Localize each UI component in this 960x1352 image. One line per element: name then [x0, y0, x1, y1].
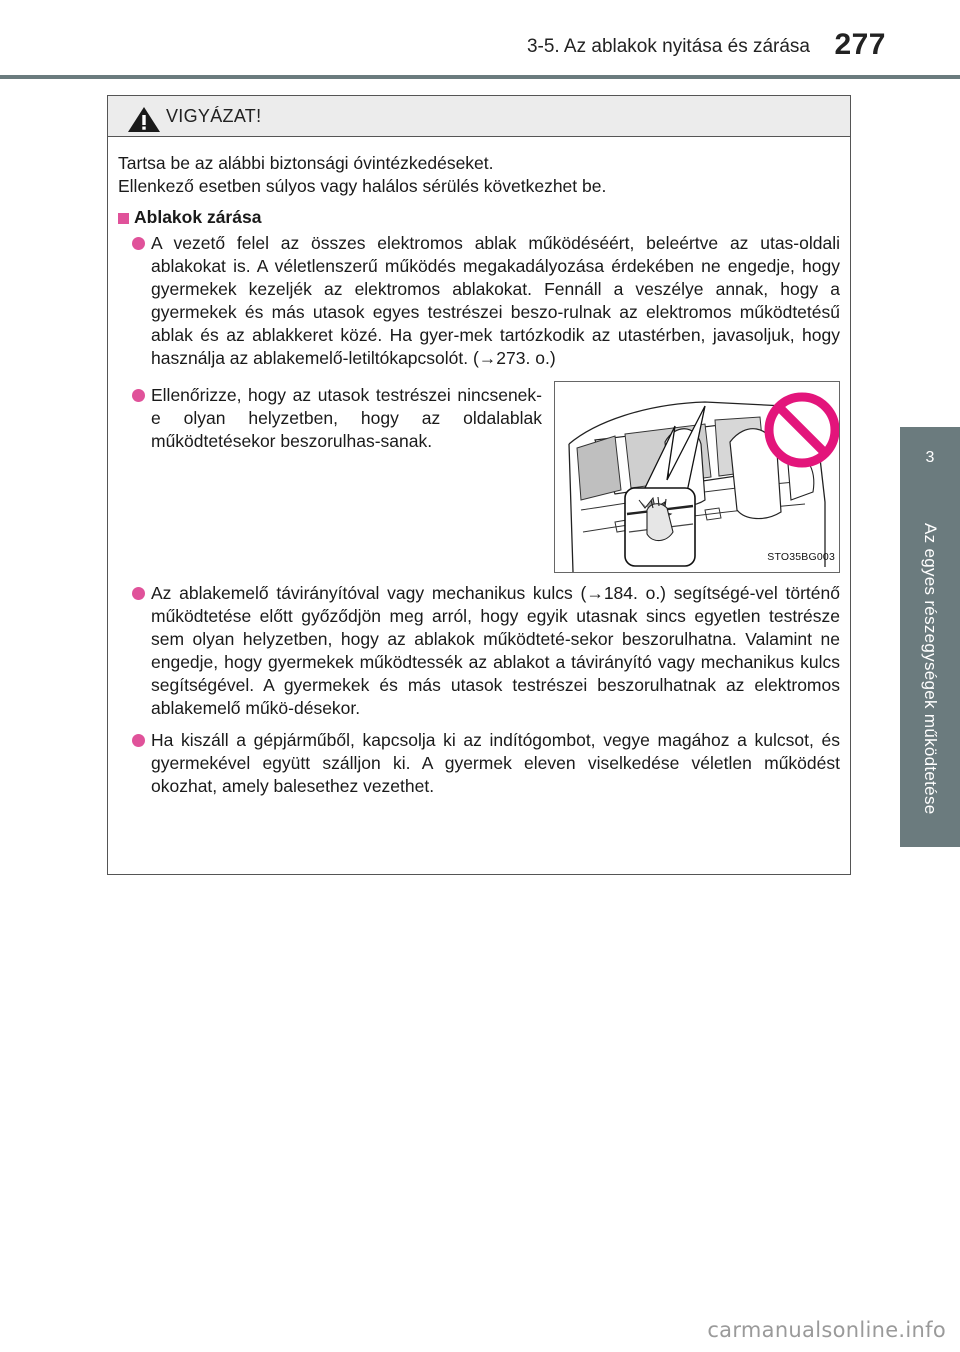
- list-item: [118, 384, 554, 453]
- watermark: carmanualsonline.info: [707, 1318, 946, 1342]
- illustration-window-pinch: [554, 381, 840, 573]
- list-item-text: Ellenőrizze, hogy az utasok testrészei nincsenek-e olyan helyzetben, hogy az oldalablak működtetésekor beszorulhas-sanak.: [151, 385, 542, 451]
- warning-box: [107, 95, 851, 875]
- list-item-text: Ha kiszáll a gépjárműből, kapcsolja ki az indítógombot, vegye magához a kulcsot, és gyermekével együtt szálljon ki. A gyermek eleven viselkedése véletlen működést okozhat, amely balesethez vezethet.: [151, 730, 840, 796]
- section-title: 3-5. Az ablakok nyitása és zárása: [526, 36, 810, 57]
- warning-triangle-icon: [127, 106, 161, 133]
- header-rule: [0, 75, 960, 79]
- list-item: [118, 582, 840, 720]
- page-number: 277: [834, 28, 886, 61]
- list-item: [118, 729, 840, 798]
- figure-code: STO35BG003: [767, 551, 835, 563]
- bullet-dot-icon: [132, 587, 145, 600]
- chapter-number: 3: [925, 449, 935, 466]
- warning-body: [108, 137, 850, 798]
- square-bullet-icon: [118, 213, 129, 224]
- car-interior-illustration: [555, 382, 839, 572]
- chapter-tab[interactable]: [900, 427, 960, 847]
- section-heading-text: Ablakok zárása: [134, 207, 262, 227]
- figure-row: [118, 374, 840, 573]
- prohibition-icon: [769, 397, 835, 463]
- list-item-text: A vezető felel az összes elektromos ablak működéséért, beleértve az utas-oldali ablakokat is. A véletlenszerű működés megakadályozása érdekében ne engedje, hogy gyermekek kezeljék az elektromos ablakokat. Fennáll a veszélye annak, hogy a gyermekek és más utasok egyes testrészei beszo-rulnak az elektromos működtetésű ablak és az ablakkeret közé. Ha gyer-mek tartózkodik az utastérben, javasoljuk, hogy használja az ablakemelő-letiltókapcsolót. (→273. o.): [151, 233, 840, 368]
- intro-line: Ellenkező esetben súlyos vagy halálos sérülés következhet be.: [118, 176, 607, 196]
- warning-title: VIGYÁZAT!: [166, 106, 262, 126]
- list-item: [118, 232, 840, 370]
- bullet-dot-icon: [132, 734, 145, 747]
- bullet-dot-icon: [132, 237, 145, 250]
- warning-header: [108, 96, 850, 137]
- chapter-label: Az egyes részegységek működtetése: [921, 523, 940, 815]
- section-heading: [118, 206, 840, 229]
- bullet-dot-icon: [132, 389, 145, 402]
- list-item-text: Az ablakemelő távirányítóval vagy mechanikus kulcs (→184. o.) segítségé-vel történő működtetése előtt győződjön meg arról, hogy egyik utasnak sincs egyetlen testrésze sem olyan helyzetben, hogy az ablakok működteté-sekor beszorulhatna. Valamint ne engedje, hogy gyermekek működtessék az ablakot a távirányító vagy mechanikus kulcs segítségével. A gyermekek és más utasok testrészei beszorulhatnak az elektromos ablakemelő műkö-désekor.: [151, 583, 840, 718]
- intro-line: Tartsa be az alábbi biztonsági óvintézkedéseket.: [118, 153, 494, 173]
